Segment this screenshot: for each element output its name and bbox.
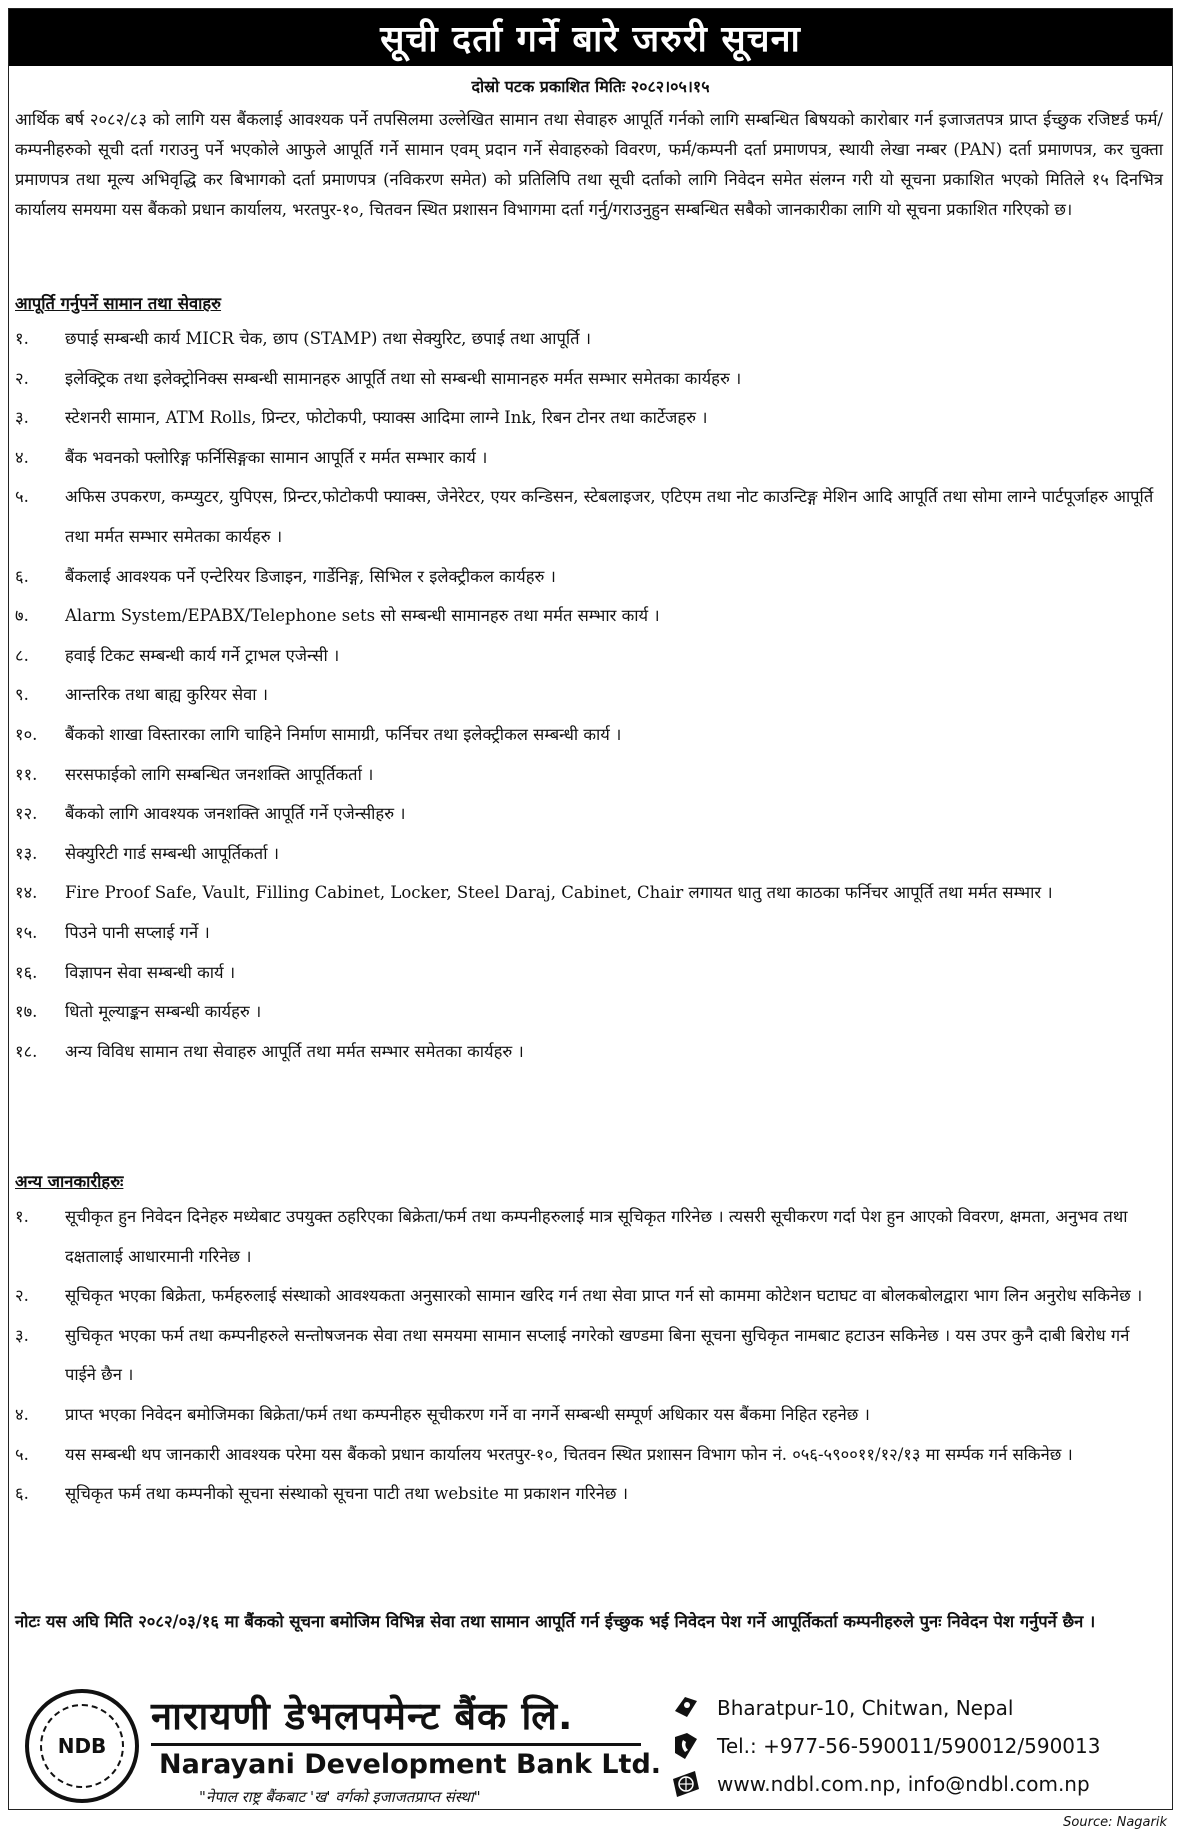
contact-block (669, 1689, 1169, 1803)
list-item (15, 1032, 1163, 1072)
list-item-number: १०. (15, 724, 38, 744)
list-item-number: २. (15, 368, 29, 388)
list-item-text: हवाई टिकट सम्बन्धी कार्य गर्ने ट्राभल एजेन्सी । (65, 645, 340, 665)
publication-date: दोस्रो पटक प्रकाशित मितिः २०८२।०५।१५ (471, 77, 710, 96)
list-item-number: १५. (15, 922, 38, 942)
list-item-number: ३. (15, 408, 29, 428)
list-item-text: सूचिकृत भएका बिक्रेता, फर्महरुलाई संस्थाको आवश्यकता अनुसारको सामान खरिद गर्न तथा सेवा प्राप्त गर्न सो काममा कोटेशन घटाघट वा बोलकबोलद्वारा भाग लिन अनुरोध सकिनेछ । (65, 1286, 1143, 1306)
globe-icon (669, 1769, 703, 1799)
list-item (15, 1395, 1163, 1435)
list-item-text: बैंकको शाखा विस्तारका लागि चाहिने निर्माण सामाग्री, फर्निचर तथा इलेक्ट्रीकल सम्बन्धी कार्य । (65, 724, 622, 744)
list-item-text: छपाई सम्बन्धी कार्य MICR चेक, छाप (STAMP) तथा सेक्युरिट, छपाई तथा आपूर्ति । (65, 329, 592, 348)
list-item-number: १६. (15, 962, 38, 982)
list-item-text: अफिस उपकरण, कम्प्युटर, युपिएस, प्रिन्टर,फोटोकपी फ्याक्स, जेनेरेटर, एयर कन्डिसन, स्टेबलाइजर, एटिएम तथा नोट काउन्टिङ्ग मेशिन आदि आपूर्ति तथा सोमा लाग्ने पार्टपूर्जाहरु आपूर्ति तथा मर्मत सम्भार समेतका कार्यहरु । (65, 487, 1154, 546)
list-item (15, 557, 1163, 597)
list-item-number: ६. (15, 1484, 29, 1504)
list-item (15, 596, 1163, 636)
list-item-number: १८. (15, 1041, 38, 1061)
source-credit: Source: Nagarik (1063, 1815, 1167, 1830)
list-item-number: १३. (15, 843, 38, 863)
list-item-number: ६. (15, 566, 29, 586)
phone-text[interactable]: Tel.: +977-56-590011/590012/590013 (717, 1734, 1101, 1758)
list-item-text: विज्ञापन सेवा सम्बन्धी कार्य । (65, 962, 236, 982)
list-item-number: ५. (15, 487, 29, 507)
list-item-text: पिउने पानी सप्लाई गर्ने । (65, 922, 210, 942)
list-item (15, 794, 1163, 834)
bank-logo-mark: NDB (40, 1704, 124, 1788)
list-item-text: बैंकलाई आवश्यक पर्ने एन्टेरियर डिजाइन, गार्डेनिङ्ग, सिभिल र इलेक्ट्रीकल कार्यहरु । (65, 566, 556, 586)
list-item (15, 1316, 1163, 1395)
list-item (15, 755, 1163, 795)
note: नोटः यस अघि मिति २०८२/०३/१६ मा बैंकको सूचना बमोजिम विभिन्न सेवा तथा सामान आपूर्ति गर्न ईच्छुक भई निवेदन पेश गर्ने आपूर्तिकर्ता कम्पनीहरुले पुनः निवेदन पेश गर्नुपर्ने छैन । (15, 1612, 1096, 1631)
list-item-text: सूचिकृत फर्म तथा कम्पनीको सूचना संस्थाको सूचना पाटी तथा website मा प्रकाशन गरिनेछ । (65, 1484, 628, 1504)
list-item-text: धितो मूल्याङ्कन सम्बन्धी कार्यहरु । (65, 1002, 262, 1022)
list-item (15, 438, 1163, 478)
list-item-text: सूचीकृत हुन निवेदन दिनेहरु मध्येबाट उपयुक्त ठहरिएका बिक्रेता/फर्म तथा कम्पनीहरुलाई मात्र सूचिकृत गरिनेछ । त्यसरी सूचीकरण गर्दा पेश हुन आएको विवरण, क्षमता, अनुभव तथा दक्षतालाई आधारमानी गरिनेछ । (65, 1207, 1128, 1266)
list-item (15, 953, 1163, 993)
list-item (15, 873, 1163, 913)
list-item-number: २. (15, 1286, 29, 1306)
list-item (15, 1435, 1163, 1475)
list-item-text: यस सम्बन्धी थप जानकारी आवश्यक परेमा यस बैंकको प्रधान कार्यालय भरतपुर-१०, चितवन स्थित प्रशासन विभाग फोन नं. ०५६-५९००११/१२/१३ मा सर्म्पक गर्न सकिनेछ । (65, 1444, 1073, 1464)
location-pin-icon (669, 1693, 703, 1723)
intro-paragraph: आर्थिक बर्ष २०८२/८३ को लागि यस बैंकलाई आवश्यक पर्ने तपसिलमा उल्लेखित सामान तथा सेवाहरु आपूर्ति गर्नको लागि सम्बन्धित बिषयको कारोबार गर्न इजाजतपत्र प्राप्त ईच्छुक रजिष्टर्ड फर्म/कम्पनीहरुको सूची दर्ता गराउनु पर्ने भएकोले आफुले आपूर्ति गर्ने सामान एवम् प्रदान गर्ने सेवाहरुको विवरण, फर्म/कम्पनी दर्ता प्रमाणपत्र, स्थायी लेखा नम्बर (PAN) दर्ता प्रमाणपत्र, कर चुक्ता प्रमाणपत्र तथा मूल्य अभिवृद्धि कर बिभागको दर्ता प्रमाणपत्र (नविकरण समेत) को प्रतिलिपि तथा सूची दर्ताको लागि निवेदन समेत संलग्न गरी यो सूचना प्रकाशित भएको मितिले १५ दिनभित्र कार्यालय समयमा यस बैंकको प्रधान कार्यालय, भरतपुर-१०, चितवन स्थित प्रशासन विभागमा दर्ता गर्नु/गराउनुहुन सम्बन्धित सबैको जानकारीका लागि यो सूचना प्रकाशित गरिएको छ। (15, 110, 1163, 219)
contact-address (669, 1689, 1169, 1727)
list-item-number: ९. (15, 685, 29, 705)
list-item-text: सरसफाईको लागि सम्बन्धित जनशक्ति आपूर्तिकर्ता । (65, 764, 374, 784)
list-item-text: Alarm System/EPABX/Telephone sets सो सम्बन्धी सामानहरु तथा मर्मत सम्भार कार्य । (65, 606, 660, 626)
list-item (15, 715, 1163, 755)
contact-web (669, 1765, 1169, 1803)
bank-name-english: Narayani Development Bank Ltd. (159, 1749, 662, 1780)
footer (9, 1681, 1172, 1809)
list-item (15, 398, 1163, 438)
list-item-number: ४. (15, 447, 29, 467)
list-item-number: १. (15, 329, 29, 348)
info-heading: अन्य जानकारीहरुः (15, 1172, 124, 1191)
bank-logo (25, 1689, 139, 1803)
list-item-text: सेक्युरिटी गार्ड सम्बन्धी आपूर्तिकर्ता । (65, 843, 279, 863)
list-item (15, 834, 1163, 874)
notice-title: सूची दर्ता गर्ने बारे जरुरी सूचना (9, 9, 1172, 66)
list-item (15, 319, 1163, 359)
info-list (15, 1197, 1163, 1514)
list-item (15, 636, 1163, 676)
list-item-text: आन्तरिक तथा बाह्य कुरियर सेवा । (65, 685, 269, 705)
bank-tagline: "नेपाल राष्ट्र बैंकबाट 'ख' वर्गको इजाजतप्राप्त संस्था" (199, 1788, 481, 1806)
list-item-text: बैंक भवनको फ्लोरिङ्ग फर्निसिङ्गका सामान आपूर्ति र मर्मत सम्भार कार्य । (65, 447, 488, 467)
list-item-text: अन्य विविध सामान तथा सेवाहरु आपूर्ति तथा मर्मत सम्भार समेतका कार्यहरु । (65, 1041, 524, 1061)
list-item (15, 913, 1163, 953)
contact-phone (669, 1727, 1169, 1765)
address-text: Bharatpur-10, Chitwan, Nepal (717, 1696, 1014, 1720)
list-item-number: १४. (15, 883, 38, 903)
list-item (15, 477, 1163, 556)
list-item-number: ८. (15, 645, 29, 665)
list-item (15, 1197, 1163, 1276)
list-item-text: प्राप्त भएका निवेदन बमोजिमका बिक्रेता/फर्म तथा कम्पनीहरु सूचीकरण गर्ने वा नगर्ने सम्बन्धी सम्पूर्ण अधिकार यस बैंकमा निहित रहनेछ । (65, 1404, 870, 1424)
list-item-text: इलेक्ट्रिक तथा इलेक्ट्रोनिक्स सम्बन्धी सामानहरु आपूर्ति तथा सो सम्बन्धी सामानहरु मर्मत सम्भार समेतका कार्यहरु । (65, 368, 742, 388)
notice (8, 8, 1173, 1810)
list-item-text: Fire Proof Safe, Vault, Filling Cabinet, Locker, Steel Daraj, Cabinet, Chair लगायत धातु तथा काठका फर्निचर आपूर्ति तथा मर्मत सम्भार । (65, 883, 1053, 903)
list-item-text: सुचिकृत भएका फर्म तथा कम्पनीहरुले सन्तोषजनक सेवा तथा समयमा सामान सप्लाई नगरेको खण्डमा बिना सूचना सुचिकृत नामबाट हटाउन सकिनेछ । यस उपर कुनै दाबी बिरोध गर्न पाईने छैन । (65, 1325, 1130, 1385)
items-heading: आपूर्ति गर्नुपर्ने सामान तथा सेवाहरु (15, 294, 222, 313)
list-item-text: बैंकको लागि आवश्यक जनशक्ति आपूर्ति गर्ने एजेन्सीहरु । (65, 804, 406, 824)
divider (151, 1743, 641, 1746)
list-item-number: १७. (15, 1002, 38, 1022)
list-item-number: ११. (15, 764, 38, 784)
items-list (15, 319, 1163, 1071)
list-item (15, 675, 1163, 715)
list-item-number: ३. (15, 1325, 29, 1345)
list-item (15, 1276, 1163, 1316)
list-item (15, 359, 1163, 399)
bank-name-nepali: नारायणी डेभलपमेन्ट बैंक लि. (151, 1694, 574, 1738)
list-item-number: ५. (15, 1444, 29, 1464)
list-item-number: ४. (15, 1404, 29, 1424)
list-item (15, 1474, 1163, 1514)
list-item-number: ७. (15, 606, 29, 626)
web-text[interactable]: www.ndbl.com.np, info@ndbl.com.np (717, 1772, 1090, 1796)
list-item-number: १२. (15, 804, 38, 824)
phone-icon (669, 1731, 703, 1761)
list-item-text: स्टेशनरी सामान, ATM Rolls, प्रिन्टर, फोटोकपी, फ्याक्स आदिमा लाग्ने Ink, रिबन टोनर तथा कार्टेजहरु । (65, 408, 708, 428)
list-item-number: १. (15, 1207, 29, 1226)
list-item (15, 992, 1163, 1032)
